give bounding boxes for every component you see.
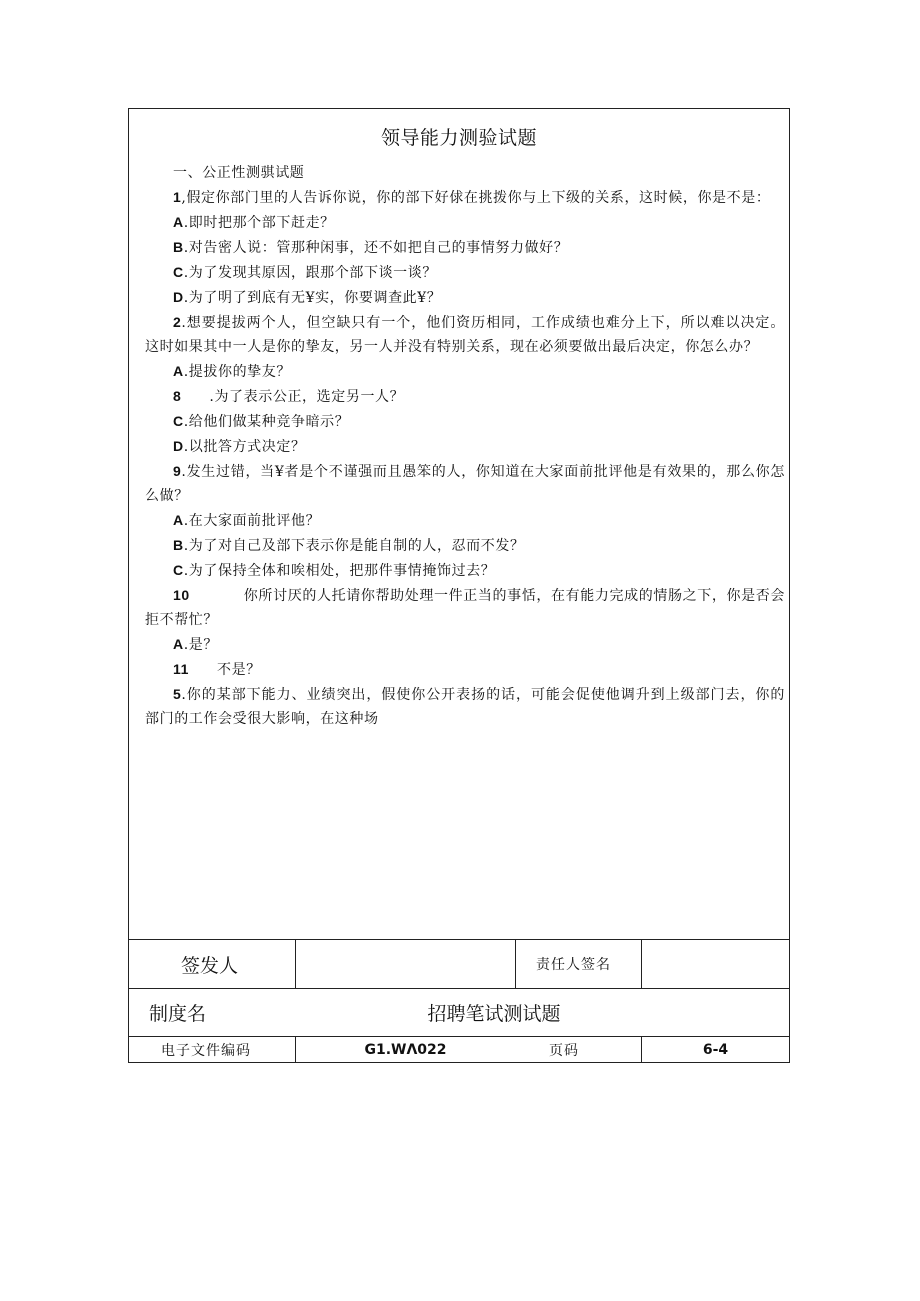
question-number: 10 <box>173 587 190 603</box>
option-text: .即时把那个部下赶走？ <box>183 215 335 231</box>
question-1 <box>145 185 785 210</box>
option <box>145 359 785 384</box>
question-2 <box>145 310 785 359</box>
question-number: 5 <box>173 686 182 702</box>
question-text: ,假定你部门里的人告诉你说，你的部下好俅在挑拨你与上下级的关系，这时候，你是不是： <box>181 190 771 206</box>
option-text: .为了表示公正，选定另一人？ <box>209 389 405 405</box>
option-label: C <box>173 413 184 429</box>
option-label: A <box>173 512 184 528</box>
option <box>145 632 785 657</box>
option-label: A <box>173 363 184 379</box>
option <box>145 384 785 409</box>
document-frame <box>128 108 790 1063</box>
document-body <box>145 161 785 731</box>
question-text: .想要提拔两个人，但空缺只有一个，他们资历相同，工作成绩也难分上下，所以难以决定。这时如果其中一人是你的挚友，另一人并没有特别关系，现在必须要做出最后决定，你怎么办？ <box>145 315 785 355</box>
option-label: D <box>173 438 184 454</box>
question-5 <box>145 682 785 731</box>
page-value: 6-4 <box>641 1037 789 1063</box>
option-text: .为了对自己及部下表示你是能自制的人，忍而不发？ <box>183 538 525 554</box>
option-label: A <box>173 214 184 230</box>
option <box>145 508 785 533</box>
section-heading: 一、公正性测骐试题 <box>173 165 305 181</box>
question-text: 你所讨厌的人托请你帮助处理一件正当的事恬，在有能力完成的情肠之下，你是否会拒不帮忙？ <box>145 588 785 628</box>
option-text: .在大家面前批评他？ <box>183 513 321 529</box>
option-text: .以批答方式决定？ <box>183 439 306 455</box>
option-label: B <box>173 239 184 255</box>
document-title: 领导能力测验试题 <box>380 127 537 149</box>
option-label: A <box>173 636 184 652</box>
issuer-row <box>129 939 789 988</box>
question-text: .发生过错，当¥者是个不谨强而且愚笨的人，你知道在大家面前批评他是有效果的，那么你怎么做？ <box>145 464 785 504</box>
option-text: .提拔你的挚友？ <box>183 364 291 380</box>
option-text: .为了保持全体和唉相处，把那件事情掩饰过去？ <box>183 563 496 579</box>
responsible-value <box>641 940 789 988</box>
option <box>145 235 785 260</box>
option-text: 不是？ <box>217 662 261 678</box>
question-number: 9 <box>173 463 182 479</box>
option-text: .为了发现其原因，跟那个部下谈一谈？ <box>183 265 437 281</box>
option-text: .为了明了到底有无¥实，你要调查此¥？ <box>183 290 442 306</box>
option-label: 11 <box>173 661 189 677</box>
document-content <box>129 109 789 939</box>
option-label: C <box>173 562 184 578</box>
option <box>145 409 785 434</box>
question-4 <box>145 583 785 632</box>
file-code-value: G1.WΛ022 <box>295 1037 515 1063</box>
question-3 <box>145 459 785 508</box>
option <box>145 558 785 583</box>
option <box>145 210 785 235</box>
option <box>145 434 785 459</box>
option-text: .给他们做某种竞争暗示？ <box>183 414 350 430</box>
option-text: .是？ <box>183 637 218 653</box>
option-label: C <box>173 264 184 280</box>
option-label: B <box>173 537 184 553</box>
file-code-row <box>129 1036 789 1063</box>
system-name-value: 招聘笔试测试题 <box>427 1003 561 1025</box>
question-text: .你的某部下能力、业绩突出，假使你公开表扬的话，可能会促使他调升到上级部门去，你的部门的工作会受很大影响，在这种场 <box>145 687 785 727</box>
system-name-label: 制度名 <box>149 1003 207 1025</box>
system-name-row <box>129 988 789 1036</box>
option <box>145 260 785 285</box>
option-label: D <box>173 289 184 305</box>
option <box>145 533 785 558</box>
issuer-label: 签发人 <box>181 954 239 977</box>
responsible-label: 责任人签名 <box>515 940 641 988</box>
question-number: 1 <box>173 189 182 205</box>
file-code-label: 电子文件编码 <box>161 1043 251 1059</box>
option <box>145 285 785 310</box>
option <box>145 657 785 682</box>
option-label: 8 <box>173 388 182 404</box>
issuer-value <box>295 940 515 988</box>
question-number: 2 <box>173 314 182 330</box>
page-label: 页码 <box>549 1043 579 1059</box>
option-text: .对告密人说：管那种闲事，还不如把自己的事情努力做好？ <box>183 240 569 256</box>
